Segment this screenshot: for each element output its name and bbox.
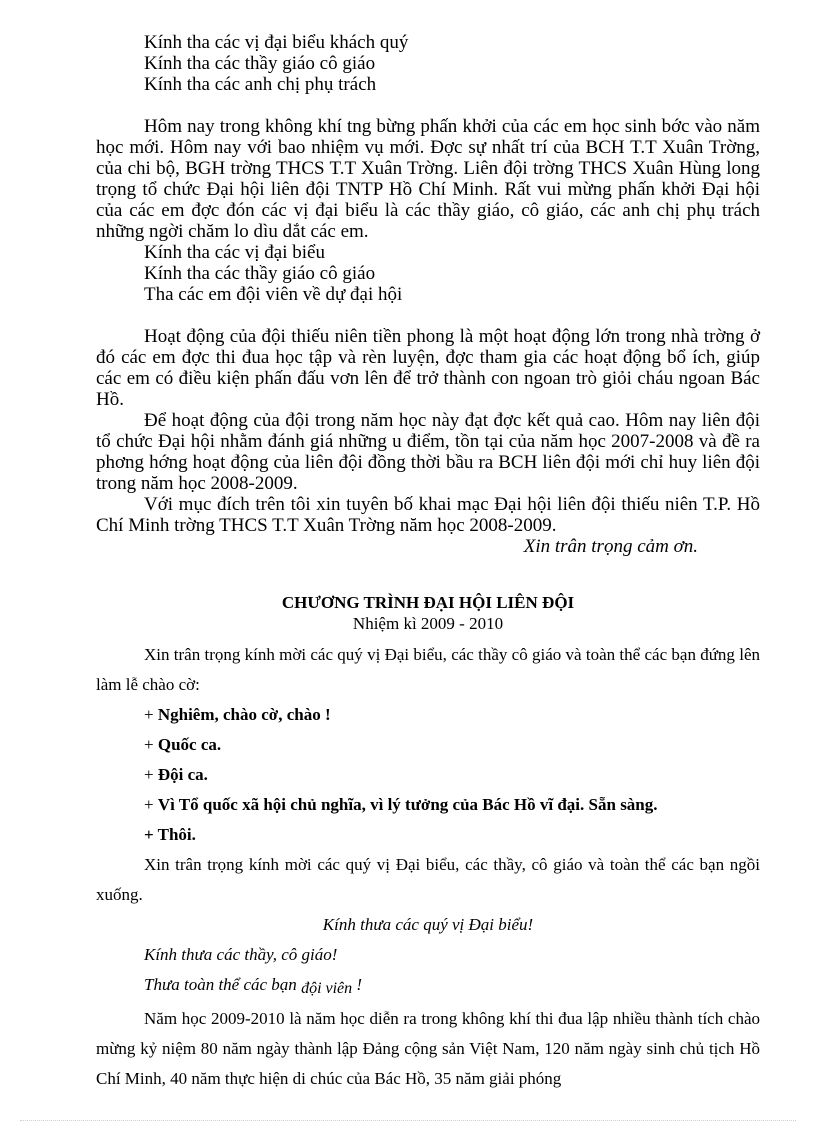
program-section xyxy=(96,592,760,1094)
goal-paragraph: Để hoạt động của đội trong năm học này đạt đợc kết quả cao. Hôm nay liên đội tổ chức Đại hội nhằm đánh giá những u điểm, tồn tại của năm học 2007-2008 và đề ra phơng hớng hoạt động của liên đội đồng thời bầu ra BCH liên đội mới chỉ huy liên đội trong năm học 2008-2009. xyxy=(96,410,760,494)
greeting-teachers: Kính thưa các thầy, cô giáo! xyxy=(144,945,338,964)
ceremony-item: + Nghiêm, chào cờ, chào ! xyxy=(144,705,331,724)
ceremony-item: + Quốc ca. xyxy=(144,735,222,754)
ceremony-rest-item: + Thôi. xyxy=(144,825,196,844)
opening-paragraph: Hôm nay trong không khí tng bừng phấn khởi của các em học sinh bớc vào năm học mới. Hôm nay với bao nhiệm vụ mới. Đợc sự nhất trí của BCH T.T Xuân Trờng, của chi bộ, BGH trờng THCS T.T Xuân Trờng. Liên đội trờng THCS Xuân Hùng long trọng tổ chức Đại hội liên đội TNTP Hồ Chí Minh. Rất vui mừng phấn khởi Đại hội của các em đợc đón các vị đại biểu là các thầy giáo, cô giáo, các anh chị phụ trách những ngời chăm lo dìu dắt các em. xyxy=(96,116,760,242)
greeting-line: Kính tha các vị đại biểu khách quý xyxy=(144,32,409,53)
greeting-line: Kính tha các thầy giáo cô giáo xyxy=(144,53,376,74)
invite-sit-paragraph: Xin trân trọng kính mời các quý vị Đại biểu, các thầy, cô giáo và toàn thể các bạn ngồi xuống. xyxy=(96,855,760,904)
greeting-friends: Thưa toàn thể các bạn đội viên ! xyxy=(144,975,363,997)
final-paragraph: Năm học 2009-2010 là năm học diễn ra trong không khí thi đua lập nhiều thành tích chào mừng kỷ niệm 80 năm ngày thành lập Đảng cộng sản Việt Nam, 120 năm ngày sinh chủ tịch Hồ Chí Minh, 40 năm thực hiện di chúc của Bác Hồ, 35 năm giải phóng xyxy=(96,1009,760,1088)
greeting-line: Kính tha các vị đại biểu xyxy=(144,242,325,263)
ceremony-item: + Đội ca. xyxy=(144,765,208,784)
spacer xyxy=(96,305,760,326)
declaration-paragraph: Với mục đích trên tôi xin tuyên bố khai mạc Đại hội liên đội thiếu niên T.P. Hồ Chí Minh trờng THCS T.T Xuân Trờng năm học 2008-2009. xyxy=(96,494,760,536)
greeting-line: Tha các em đội viên về dự đại hội xyxy=(144,284,403,305)
activity-paragraph: Hoạt động của đội thiếu niên tiền phong là một hoạt động lớn trong nhà trờng ở đó các em đợc thi đua học tập và rèn luyện, đợc tham gia các hoạt động bổ ích, giúp các em có điều kiện phấn đấu vơn lên để trở thành con ngoan trò giỏi cháu ngoan Bác Hồ. xyxy=(96,326,760,410)
ceremony-item: + Vì Tổ quốc xã hội chủ nghĩa, vì lý tưởng của Bác Hồ vĩ đại. Sẵn sàng. xyxy=(144,795,658,814)
program-term: Nhiệm kì 2009 - 2010 xyxy=(352,614,504,633)
opening-speech xyxy=(96,32,760,557)
closing-thanks: Xin trân trọng cảm ơn. xyxy=(523,536,698,557)
page-bottom-rule xyxy=(20,1120,796,1121)
invite-stand-paragraph: Xin trân trọng kính mời các quý vị Đại biểu, các thầy cô giáo và toàn thể các bạn đứng lên làm lễ chào cờ: xyxy=(96,645,760,694)
program-title: CHƯƠNG TRÌNH ĐẠI HỘI LIÊN ĐỘI xyxy=(281,593,575,612)
greeting-delegates: Kính thưa các quý vị Đại biểu! xyxy=(322,915,534,934)
greeting-line: Kính tha các anh chị phụ trách xyxy=(144,74,377,95)
spacer xyxy=(96,95,760,116)
greeting-line: Kính tha các thầy giáo cô giáo xyxy=(144,263,376,284)
